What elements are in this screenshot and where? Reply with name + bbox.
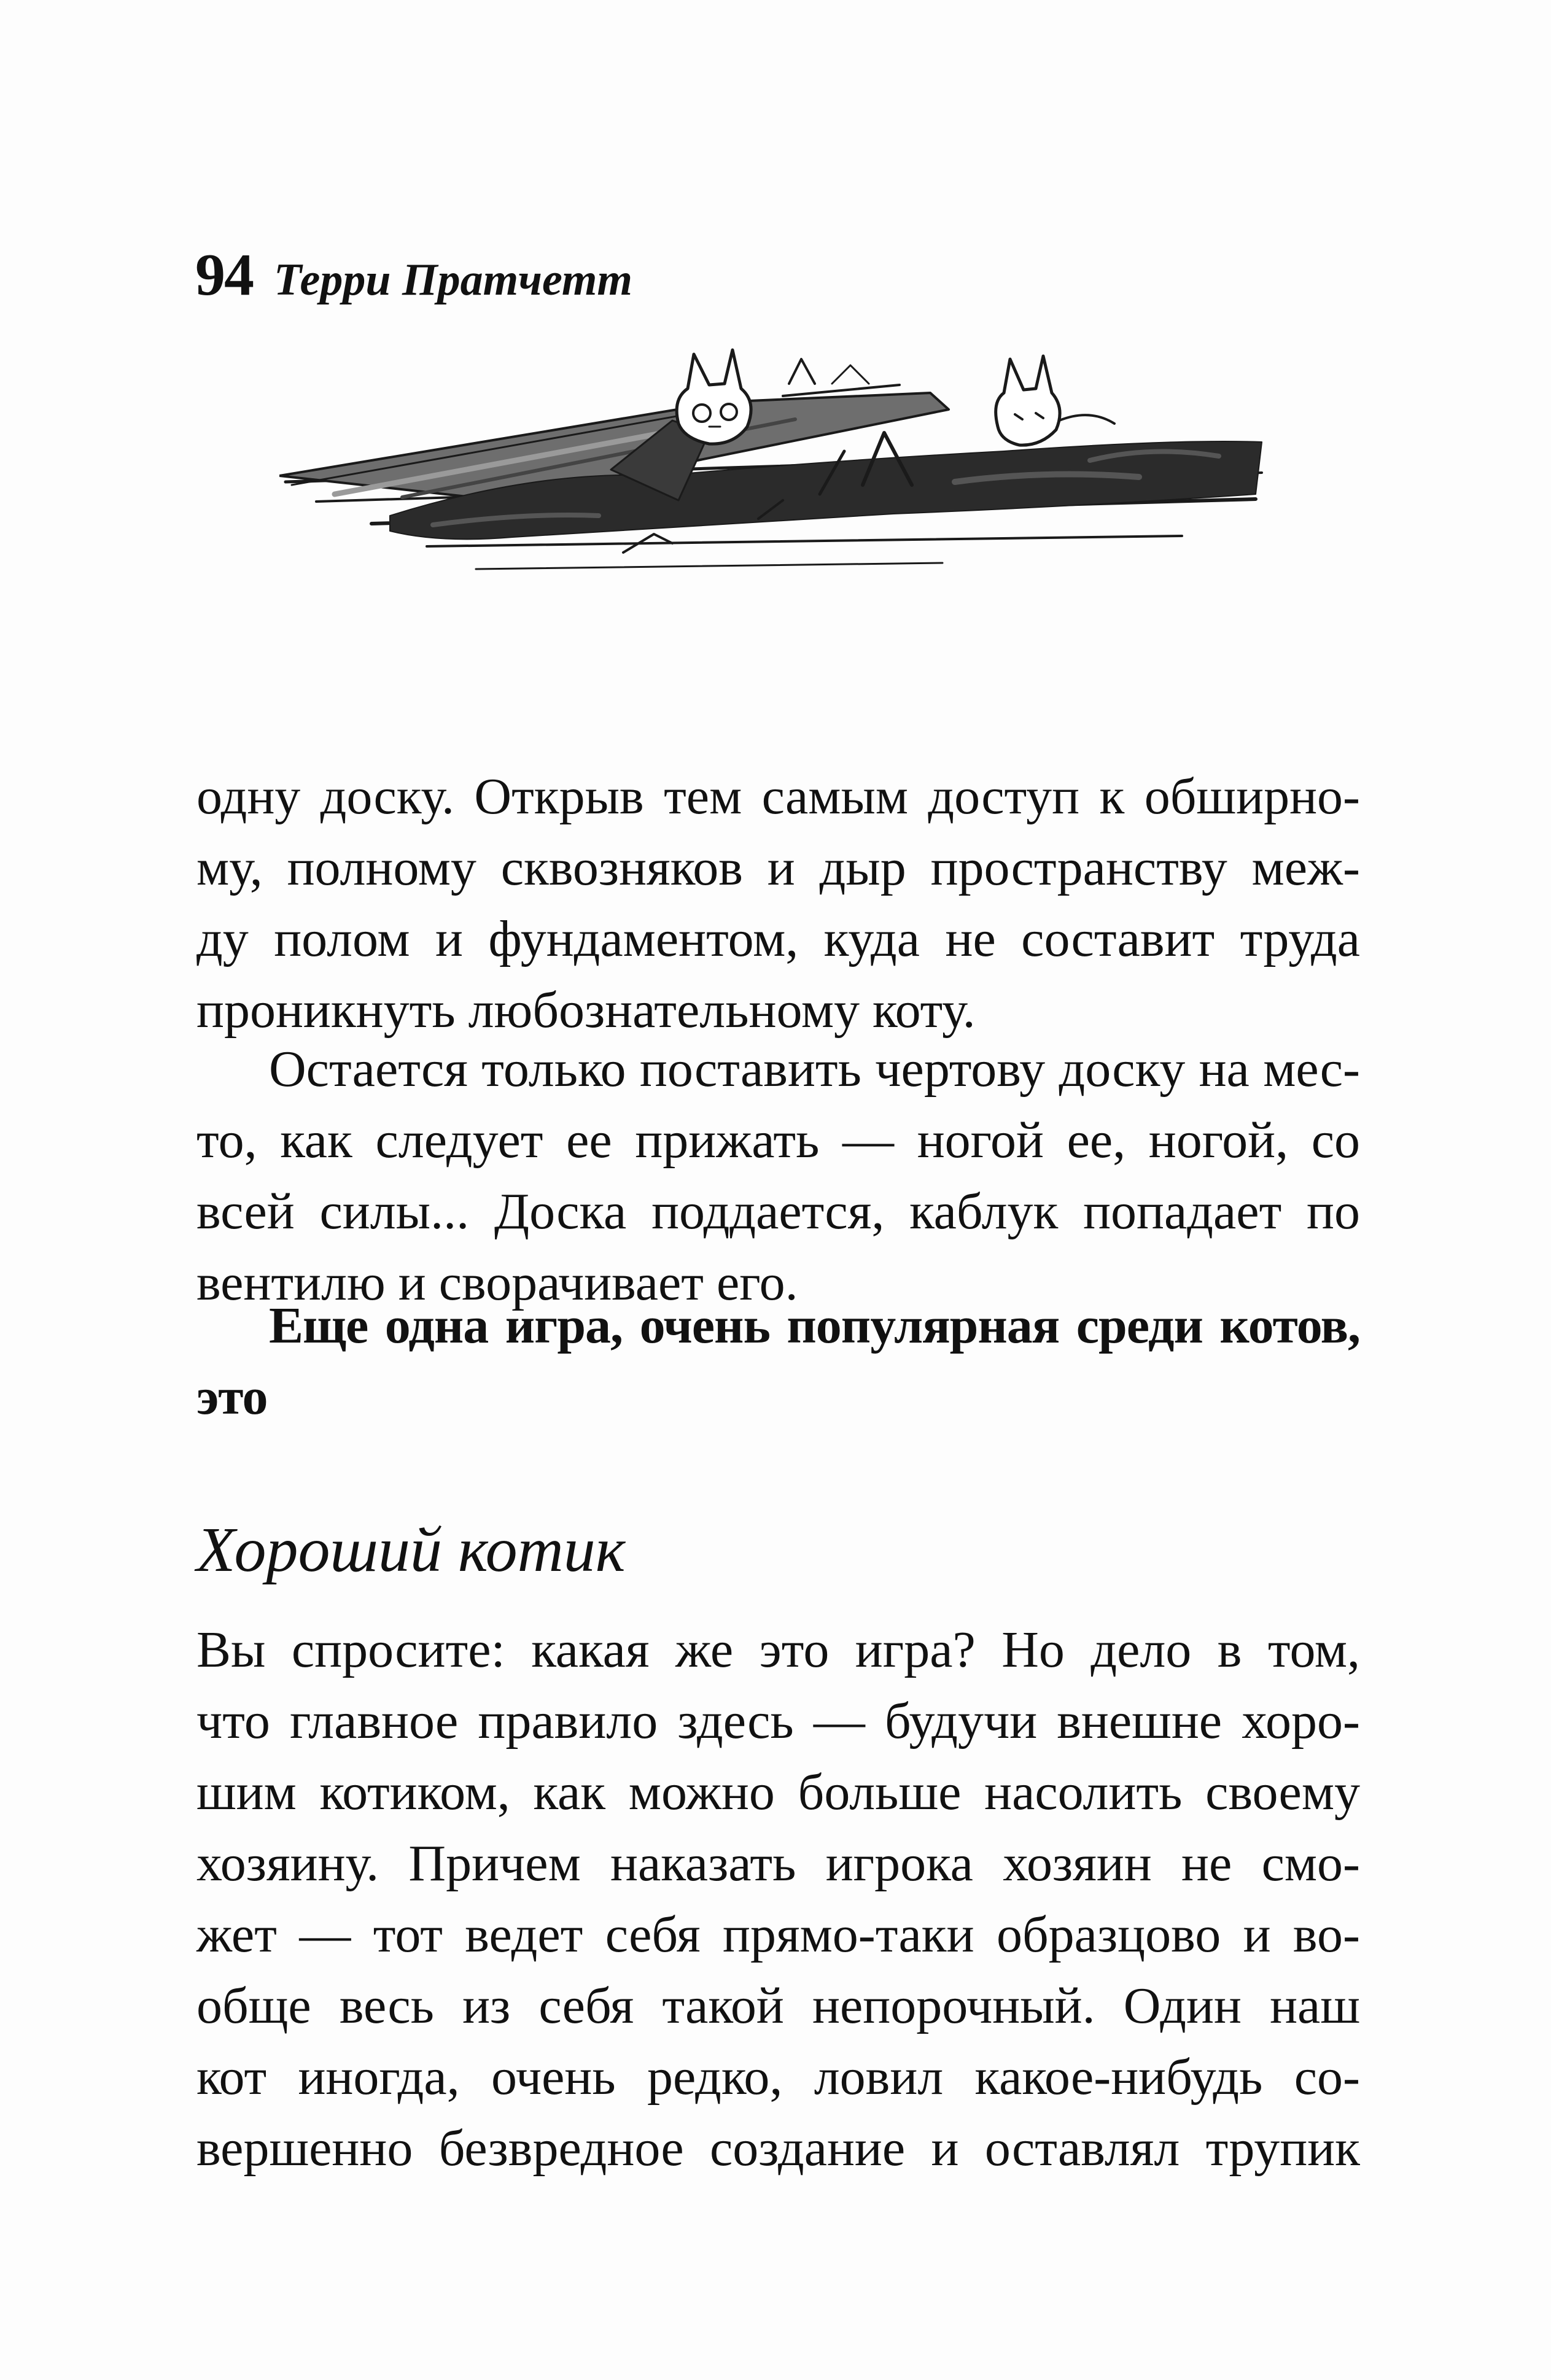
text-line: жет — тот ведет себя прямо-таки образцово и во- <box>196 1906 1360 1963</box>
text-line: кот иногда, очень редко, ловил какое-нибудь со- <box>196 2049 1360 2106</box>
page-number: 94 <box>195 242 253 308</box>
text-line: Вы спросите: какая же это игра? Но дело в том, <box>196 1621 1360 1678</box>
text-line: вентилю и сворачивает его. <box>196 1254 798 1311</box>
paragraph-3 <box>196 1290 1360 1433</box>
paragraph-2 <box>196 1034 1360 1319</box>
running-header-author: Терри Пратчетт <box>274 255 632 305</box>
text-line: проникнуть любознательному коту. <box>196 982 976 1039</box>
text-line: то, как следует ее прижать — ногой ее, ногой, со <box>196 1112 1360 1169</box>
text-line: одну доску. Открыв тем самым доступ к обширно- <box>196 768 1360 825</box>
text-line: вершенно безвредное создание и оставлял трупик <box>196 2120 1360 2177</box>
section-heading: Хороший котик <box>196 1514 626 1585</box>
cats-under-floorboard-illustration <box>279 341 1274 586</box>
paragraph-4 <box>196 1614 1360 2184</box>
text-line: обще весь из себя такой непорочный. Один наш <box>196 1977 1360 2034</box>
paragraph-1 <box>196 761 1360 1046</box>
running-header <box>195 241 632 308</box>
text-line: это <box>196 1368 268 1425</box>
text-line: Еще одна игра, очень популярная среди котов, <box>269 1297 1360 1354</box>
text-line: Остается только поставить чертову доску на мес- <box>269 1041 1360 1098</box>
text-line: му, полному сквозняков и дыр пространству меж- <box>196 839 1360 896</box>
text-line: шим котиком, как можно больше насолить своему <box>196 1764 1360 1821</box>
text-line: хозяину. Причем наказать игрока хозяин не смо- <box>196 1835 1360 1892</box>
text-line: что главное правило здесь — будучи внешне хоро- <box>196 1692 1360 1750</box>
text-line: всей силы... Доска поддается, каблук попадает по <box>196 1183 1360 1240</box>
text-line: ду полом и фундаментом, куда не составит труда <box>196 910 1360 967</box>
